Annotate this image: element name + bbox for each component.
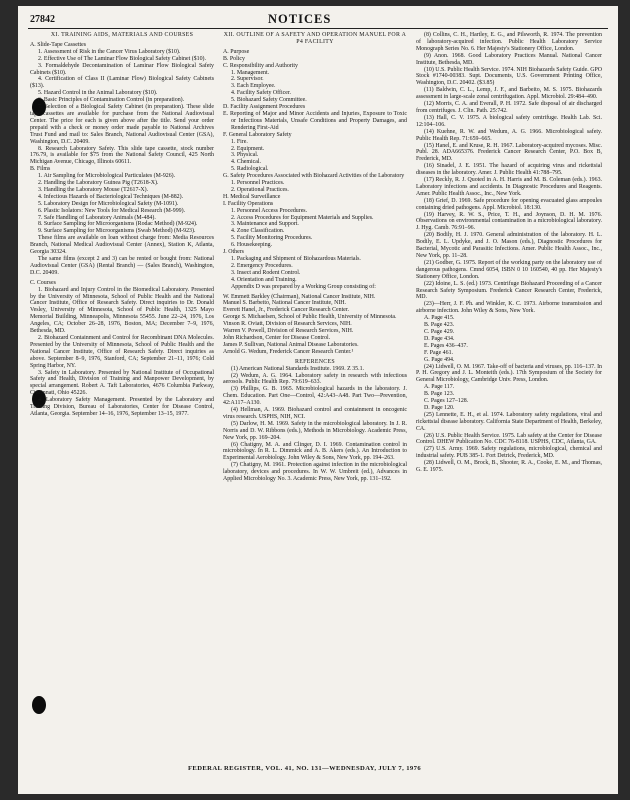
paragraph: 1. Personnel Practices. [231, 180, 285, 187]
paragraph: (11) Baldwin, C. L., Lemp, J. F., and Barbeito, M. S. 1975. Biohazards assessment in large-scale zonal centrifugation. Appl. Microbiol. 29:484–490. [416, 87, 602, 101]
paragraph: 5. Radiological. [231, 166, 269, 173]
paragraph: (14) Kuehne, R. W. and Wedum, A. G. 1966. Microbiological safety. Public Health Rep. 71:659–665. [416, 128, 602, 142]
page-number: 27842 [30, 14, 55, 25]
paragraph: A. Purpose [223, 48, 250, 55]
paragraph: (6) Chatigny, M. A. and Clinger, D. I. 1969. Contamination control in microbiology. In R. L. Dimmick and A. B. Akers (eds.). An Introduction to Experimental Aerobiology. John Wiley & Sons, New York, pp. 194–263. [223, 441, 407, 462]
paragraph: 5. Biohazard Safety Committee. [231, 97, 307, 104]
paragraph: (15) Hanel, E. and Kruse, R. H. 1967. Laboratory-acquired mycoses. Misc. Publ. 28. ADA665376. Frederick Cancer Research Center, P.O. Box B, Frederick, MD. [416, 142, 602, 163]
paragraph: I. Facility Operations [223, 200, 274, 207]
paragraph: (3) Phillips, G. B. 1965. Microbiological hazards in the laboratory. J. Chem. Education. Part One—Control, 42:A43–A48. Part Two—Prevention, 42:A117–A130. [223, 386, 407, 407]
paragraph: 4. Orientation and Training. [231, 276, 297, 283]
paragraph: 1. Personnel Access Procedures. [231, 207, 308, 214]
paragraph: 2. Emergency Procedures. [231, 262, 293, 269]
paragraph: 1. Packaging and Shipment of Biohazardous Materials. [231, 256, 361, 262]
paragraph: (28) Lidwell, O. M., Brock, B., Shooter, R. A., Cooke, E. M., and Thomas, G. E. 1975. [416, 460, 602, 474]
paragraph: C. Pages 127–128. [424, 398, 469, 405]
document-page [18, 6, 618, 794]
paragraph: James P. Sullivan, National Animal Disease Laboratories. [223, 341, 359, 348]
paragraph: Everett Hanel, Jr., Frederick Cancer Research Center. [223, 307, 349, 314]
paragraph: 5. Facility Monitoring Procedures. [231, 235, 313, 242]
paragraph: B. Page 123. [424, 391, 455, 398]
paragraph: (23)—Herr, J. F. Ph. and Winkler, K. C. 1973. Airborne transmission and airborne infection. John Wiley & Sons, New York. [416, 301, 602, 315]
paragraph: B. Page 423. [424, 322, 455, 329]
paragraph: John Richardson, Center for Disease Control. [223, 334, 331, 341]
paragraph: 2. Handling the Laboratory Guinea Pig (T2618-X). [38, 180, 159, 187]
paragraph: (17) Reckly, R. J. Quoted in A. H. Harris and M. B. Coleman (eds.). 1963. Laboratory infections and accidents. In Diagnostic Procedures and Reagents. Amer. Public Health Assoc., Inc., New York. [416, 177, 602, 197]
text-column-1 [30, 32, 214, 418]
paragraph: F. Page 461. [424, 349, 453, 356]
paragraph: (20) Bodily, H. J. 1970. General administration of the laboratory. H. L. Bodily, E. L. Updyke, and J. O. Mason (eds.), Diagnostic Procedures for Bacterial, Mycotic and Parasitic Infections. Amer. Public Health Assoc., Inc., New York, pp. 11–28. [416, 232, 602, 259]
paragraph: C. Courses [30, 279, 56, 286]
paragraph: D. Page 434. [424, 335, 455, 342]
paragraph: 8. Surface Sampling for Microorganisms (Rodac Method) (M-924). [38, 221, 198, 228]
paragraph: 4. Certification of Class II (Laminar Flow) Biological Safety Cabinets ($13). [30, 76, 214, 90]
paragraph: 4. Chemical. [231, 159, 261, 166]
paragraph: 4. Infectious Hazards of Bacteriological Techniques (M-882). [38, 193, 184, 200]
paragraph: 7. Selection of a Biological Safety Cabinet (in preparation). These slide tape cassettes are available for purchase from the National Audiovisual Center. The price for each is given above after the title. Send your order prepaid with a check or money order made payable to National Archives Trust Fund and mail to: Sales Branch, National Audiovisual Center (GSA), Washington, D.C. 20409. [30, 104, 214, 145]
paragraph: Arnold G. Wedum, Frederick Cancer Research Center.¹ [223, 348, 354, 355]
paragraph: 6. Plastic Isolators: New Tools for Medical Research (M-999). [38, 207, 186, 214]
paragraph: 1. Management. [231, 69, 270, 76]
paragraph: (12) Morris, C. A. and Everall, P. H. 1972. Safe disposal of air discharged from centrifuges. J. Clin. Path. 25:742. [416, 101, 602, 114]
paragraph: (7) Chatigny, M. 1961. Protection against infection in the microbiological laboratory, devices and procedures. In W. W. Umbreit (ed.), Advances in Applied Microbiology No. 3. Academic Press, New York, pp. 131–192. [223, 462, 407, 483]
paragraph: 1. Assessment of Risk in the Cancer Virus Laboratory ($10). [38, 48, 181, 55]
paragraph: 4. Laboratory Safety Management. Presented by the Laboratory and Training Division, Bureau of Laboratories, Center for Disease Control, Atlanta, Georgia. September 14–16, 1976, September 13–15, 1977. [30, 397, 214, 417]
paragraph: 2. Effective Use of The Laminar Flow Biological Safety Cabinet ($10). [38, 55, 206, 62]
paragraph: 8. Research Laboratory Safety. This slide tape cassette, stock number 176.79, is available for $75 from the National Safety Council, 425 North Michigan Avenue, Chicago, Illinois 60611. [30, 145, 214, 166]
paragraph: (16) Sinadel, J. E. 1951. The hazard of acquiring virus and rickettsial diseases in the laboratory. Amer. J. Public Health 41:788–795. [416, 163, 602, 177]
paragraph: 3. Handling the Laboratory Mouse (T2617-X). [38, 186, 149, 193]
paragraph: 2. Biohazard Containment and Control for Recombinant DNA Molecules. Presented by the University of Minnesota, School of Public Health and the National Cancer Institute, Office of Research Safety. Direct inquiries as above. September 8–9, 1976, Stanford, CA; September 21–11, 1976; Cold Spring Harbor, NY. [30, 334, 214, 369]
paragraph: A. Slide-Tape Cassettes [30, 41, 87, 48]
paragraph: E. Reporting of Major and Minor Accidents and Injuries, Exposure to Toxic or Infectious Materials, Unsafe Conditions and Property Damages, and Rendering First-Aid [223, 110, 407, 131]
paragraph: D. Page 120. [424, 404, 455, 411]
paragraph: (5) Darlow, H. M. 1969. Safety in the microbiological laboratory. In J. R. Norris and D. W. Ribbons (eds.), Methods in Microbiology. Academic Press, New York, pp. 169–204. [223, 420, 407, 441]
paragraph: A. Page 117. [424, 384, 455, 391]
paragraph: 3. Safety in Laboratory. Presented by National Institute of Occupational Safety and Health, Division of Training and Manpower Development, by special arrangement. Robert A. Taft Laboratories, 4676 Columbia Parkway, Cincinnati, Ohio 45226. [30, 369, 214, 397]
paragraph: (24) Lidwell, O. M. 1967. Take-off of bacteria and viruses, pp. 116–137. In P. H. Gregory and J. L. Monteith (eds.). 17th Symposium of the Society for General Microbiology, Cambridge Univ. Press, London. [416, 363, 602, 384]
paragraph: 6. Basic Principles of Contamination Control (in preparation). [38, 97, 185, 104]
paragraph: (22) Idoine, L. S. (ed.) 1973. Centrifuge Biohazard Proceeding of a Cancer Research Safety Symposium. Frederick Cancer Research Center, Frederick, MD. [416, 280, 602, 301]
paragraph: (1) American National Standards Institute. 1969. Z 35.1. [231, 365, 365, 372]
paragraph: B. Policy [223, 55, 245, 62]
paragraph: A. Page 415. [424, 315, 455, 322]
paragraph: 3. Each Employee. [231, 83, 276, 90]
text-column-2 [223, 32, 407, 483]
paragraph: XII. OUTLINE OF A SAFETY AND OPERATION MANUEL FOR A P4 FACILITY [223, 32, 407, 45]
paragraph: 5. Hazard Control in the Animal Laboratory ($10). [38, 90, 158, 97]
paragraph: (21) Godber, G. 1975. Report of the working party on the laboratory use of dangerous pathogens. Cmnd 6054, ISBN 0 10 160540, 40 pp. Her Majesty's Stationery Office, London. [416, 259, 602, 280]
paragraph: E. Pages 436–437. [424, 342, 468, 349]
paragraph: 9. Surface Sampling for Microorganisms (Swab Method) (M-923). [38, 228, 196, 235]
paragraph: REFERENCES [295, 358, 335, 365]
paragraph: 3. Physical. [231, 152, 259, 159]
paragraph: (27) U.S. Army. 1969. Safety regulations, microbiological, chemical and industrial safety. PUB 385-1. Fort Detrick, Frederick, MD. [416, 446, 602, 460]
paragraph: F. General Laboratory Safety [223, 131, 292, 138]
paragraph: C. Page 429. [424, 328, 455, 335]
paragraph: 3. Formaldehyde Decontamination of Laminar Flow Biological Safety Cabinets ($10). [30, 62, 214, 76]
paragraph: 3. Insect and Rodent Control. [231, 269, 301, 276]
header-rule [28, 28, 608, 29]
paragraph: Manuel S. Barbeito, National Cancer Institute, NIH. [223, 300, 347, 307]
page-footer: FEDERAL REGISTER, VOL. 41, NO. 131—WEDNESDAY, JULY 7, 1976 [188, 765, 422, 772]
section-title: NOTICES [268, 12, 332, 26]
paragraph: (18) Grief, D. 1969. Safe procedure for opening evacuated glass ampoules containing dried pathogens. Appl. Microbiol. 18:130. [416, 197, 602, 211]
paragraph: (19) Harvey, R. W. S., Price, T. H., and Joynson, D. H. M. 1976. Observations on environmental contamination in a microbiological laboratory. J. Hyg. Camb. 76:91–96. [416, 211, 602, 232]
text-column-3 [416, 32, 602, 474]
paragraph: (25) Lennette, E. H., et al. 1974. Laboratory safety regulations, viral and rickettsial disease laboratory. California State Department of Health, Berkeley, CA. [416, 411, 602, 432]
paragraph: (9) Anon. 1968. Good Laboratory Practices Manual. National Cancer Institute, Bethesda, MD. [416, 52, 602, 66]
paragraph: W. Emmett Barkley (Chairman), National Cancer Institute, NIH. [223, 293, 376, 300]
paragraph: These films are available on loan without charge from: Media Resources Branch, National Medical Audiovisual Center (Annex), Station K, Atlanta, Georgia 30324. [30, 235, 214, 256]
paragraph: (10) U.S. Public Health Service. 1974. NIH Biohazards Safety Guide. GPO Stock #1740-00383. Supt. Documents, U.S. Government Printing Office, Washington, D.C. 20402. ($3.85) [416, 66, 602, 87]
paragraph: 4. Facility Safety Officer. [231, 90, 291, 97]
paragraph: J. Others [223, 249, 244, 256]
paragraph: 3. Maintenance and Support. [231, 221, 299, 228]
paragraph: 1. Fire. [231, 138, 248, 145]
paragraph: 6. Housekeeping. [231, 242, 273, 249]
paragraph: G. Page 494. [424, 356, 455, 363]
paragraph: 7. Safe Handling of Laboratory Animals (M-484). [38, 214, 156, 221]
paragraph: (4) Hellman, A. 1969. Biohazard control and containment in oncogenic virus research. USPHS, NIH, NCI. [223, 407, 407, 420]
paragraph: (13) Hall, C. V. 1975. A biological safety centrifuge. Health Lab. Sci. 12:104–106. [416, 114, 602, 128]
paragraph: The same films (except 2 and 3) can be rented or bought from: National Audiovisual Center (GSA) (Rental Branch) — (Sales Branch), Washington, D.C. 20409. [30, 256, 214, 276]
paragraph: 1. Biohazard and Injury Control in the Biomedical Laboratory. Presented by the University of Minnesota, School of Public Health and the National Cancer Institute, Office of Research Safety. Direct inquiries to Dr. Donald Vesley, University of Minnesota, School of Public Health, 1325 Mayo Memorial Building, Minneapolis, Minnesota 55455. June 22–24, 1976, Los Angeles, CA; October 26–28, 1976, Boston, MA; December 7–9, 1976, Bethesda, MD. [30, 286, 214, 335]
paragraph: C. Responsibility and Authority [223, 62, 298, 69]
paragraph: H. Medical Surveillance [223, 193, 281, 200]
paragraph: Appendix D was prepared by a Working Group consisting of: [231, 283, 376, 290]
paragraph: (26) U.S. Public Health Service. 1975. Lab safety at the Center for Disease Control. DHEW Publication No. CDC 76-8118. USPHS, CDC, Atlanta, GA. [416, 432, 602, 446]
paragraph: 1. Air Sampling for Microbiological Particulates (M-926). [38, 173, 176, 180]
paragraph: Vinson R. Oviatt, Division of Research Services, NIH. [223, 321, 352, 328]
paragraph: B. Films [30, 166, 51, 173]
paragraph: 2. Supervisor. [231, 76, 264, 83]
paragraph: (2) Wedum, A. G. 1964. Laboratory safety in research with infectious aerosols. Public Health Rep. 79:619–633. [223, 372, 407, 386]
punch-hole [32, 696, 46, 714]
paragraph: 2. Equipment. [231, 145, 265, 152]
paragraph: 5. Laboratory Design for Microbiological Safety (M-1091). [38, 200, 179, 207]
paragraph: George S. Michaelsen, School of Public Health, University of Minnesota. [223, 314, 397, 321]
paragraph: XI. TRAINING AIDS, MATERIALS AND COURSES [50, 32, 194, 38]
paragraph: 4. Zone Classification. [231, 228, 285, 235]
paragraph: G. Safety Procedures Associated with Biohazard Activities of the Laboratory [223, 173, 405, 180]
paragraph: Warren V. Powell, Division of Research Services, NIH. [223, 328, 354, 335]
paragraph: D. Facility Assignment Procedures [223, 104, 306, 111]
paragraph: 2. Access Procedures for Equipment Materials and Supplies. [231, 214, 374, 221]
paragraph: 2. Operational Practices. [231, 186, 289, 193]
paragraph: (8) Collins, C. H., Hartley, E. G., and Pilsworth, R. 1974. The prevention of laboratory-acquired infection. Public Health Laboratory Service Monograph Series No. 6. Her Majesty's Stationery Office, London. [416, 32, 602, 52]
